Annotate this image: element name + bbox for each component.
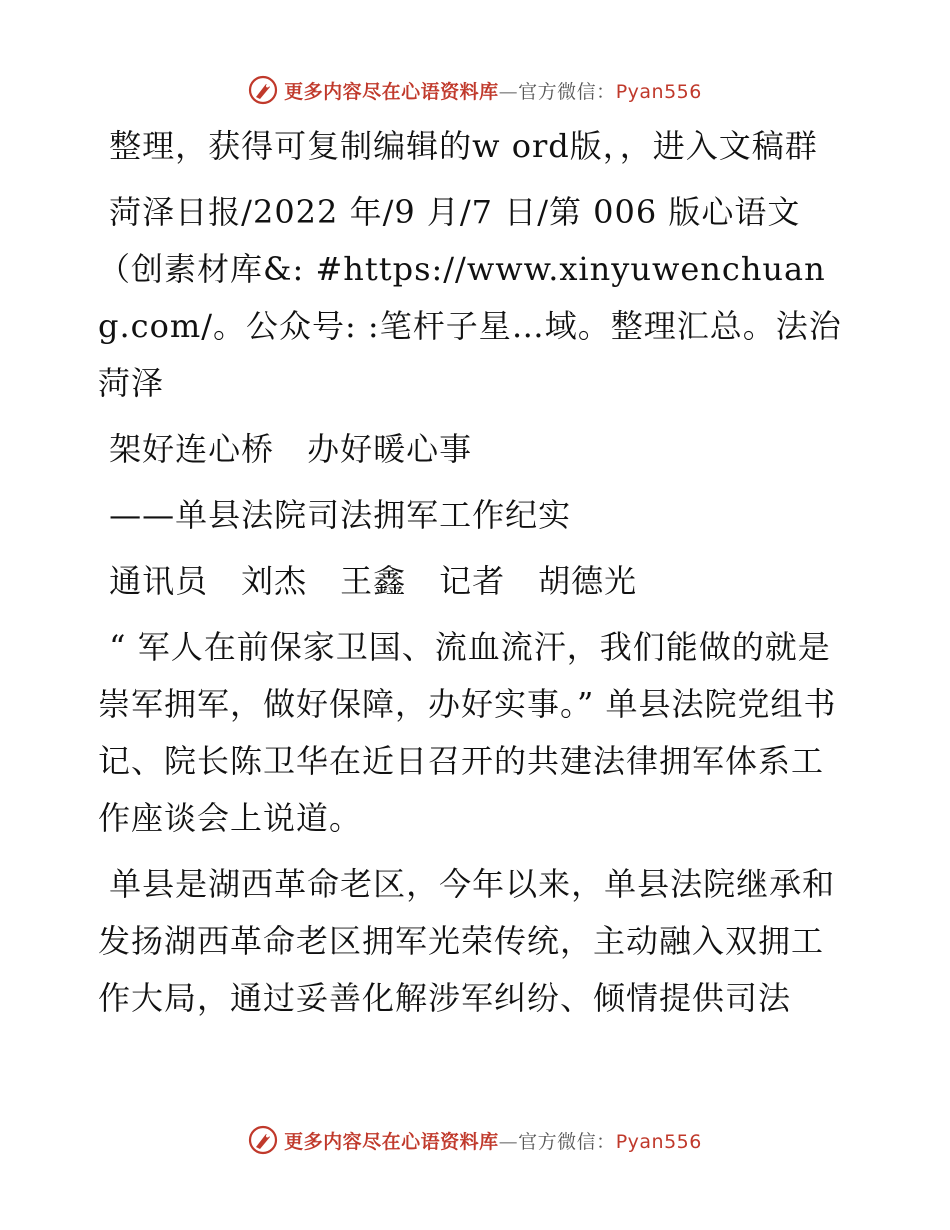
banner-label: 官方微信： — [518, 1130, 616, 1153]
banner-text — [284, 1127, 702, 1154]
banner-label: 官方微信： — [518, 80, 616, 103]
banner-dash: — — [498, 80, 519, 103]
paragraph-intro: 整理，获得可复制编辑的w ord版，，进入文稿群 — [98, 127, 818, 165]
pen-nib-logo-icon — [248, 75, 278, 105]
paragraph-source: 菏泽日报/2022 年/9 月/7 日/第 006 版心语文（创素材库&: #https://www.xinyuwenchuang.com/。公众号: :笔杆子星…域。整理汇总。法治菏泽 — [98, 193, 842, 402]
header-banner — [0, 70, 950, 110]
banner-text — [284, 77, 702, 104]
banner-main: 更多内容尽在心语资料库 — [284, 1130, 499, 1153]
banner-main: 更多内容尽在心语资料库 — [284, 80, 499, 103]
banner-handle: Pyan556 — [615, 80, 702, 103]
document-body — [98, 118, 854, 1036]
article-byline: 通讯员 刘杰 王鑫 记者 胡德光 — [98, 562, 638, 600]
article-title: 架好连心桥 办好暖心事 — [98, 430, 473, 468]
footer-banner — [0, 1120, 950, 1160]
pen-nib-logo-icon — [248, 1125, 278, 1155]
article-subtitle: ——单县法院司法拥军工作纪实 — [98, 496, 572, 534]
paragraph-quote: “ 军人在前保家卫国、流血流汗，我们能做的就是崇军拥军，做好保障，办好实事。” 单县法院党组书记、院长陈卫华在近日召开的共建法律拥军体系工作座谈会上说道。 — [98, 628, 837, 837]
paragraph-body: 单县是湖西革命老区，今年以来，单县法院继承和发扬湖西革命老区拥军光荣传统，主动融入双拥工作大局，通过妥善化解涉军纠纷、倾情提供司法 — [98, 865, 836, 1017]
banner-dash: — — [498, 1130, 519, 1153]
banner-handle: Pyan556 — [615, 1130, 702, 1153]
